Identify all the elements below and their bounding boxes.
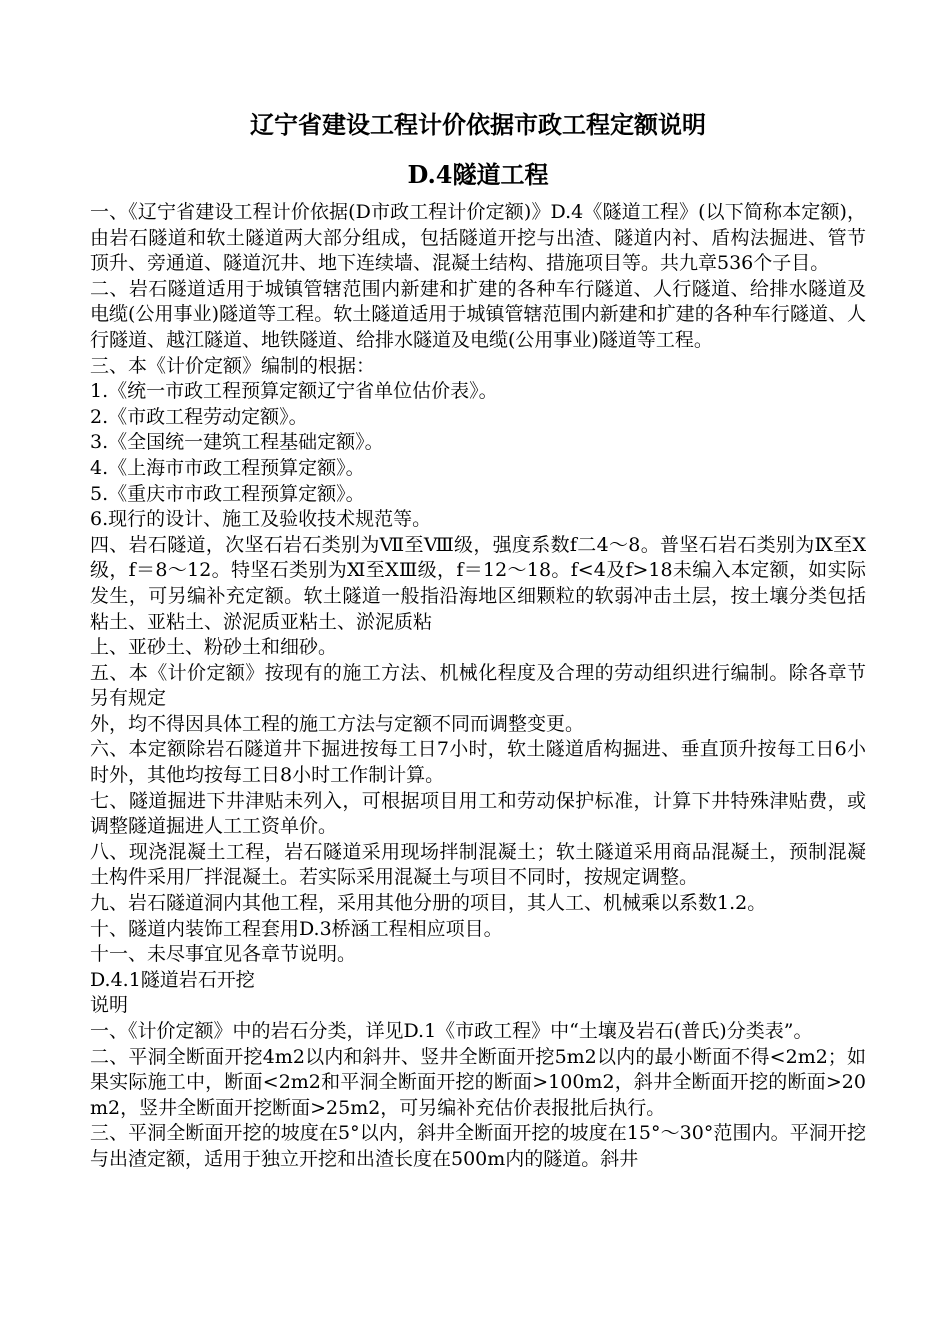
paragraph: 6.现行的设计、施工及验收技术规范等。 [90, 508, 432, 531]
document-body [90, 200, 866, 1173]
paragraph: 一、《计价定额》中的岩石分类，详见D.1《市政工程》中“土壤及岩石(普氏)分类表”。 [90, 1020, 813, 1042]
paragraph: 五、本《计价定额》按现有的施工方法、机械化程度及合理的劳动组织进行编制。除各章节另有规定 [90, 661, 866, 710]
paragraph: 十一、未尽事宜见各章节说明。 [90, 943, 357, 966]
paragraph: 七、隧道掘进下井津贴未列入，可根据项目用工和劳动保护标准，计算下井特殊津贴费，或调整隧道掘进人工工资单价。 [90, 789, 866, 838]
paragraph: 十、隧道内装饰工程套用D.3桥涵工程相应项目。 [90, 917, 503, 940]
subsection-heading: D.4.1隧道岩石开挖 [90, 968, 255, 991]
paragraph: 八、现浇混凝土工程，岩石隧道采用现场拌制混凝土；软土隧道采用商品混凝土，预制混凝土构件采用厂拌混凝土。若实际采用混凝土与项目不同时，按规定调整。 [90, 840, 866, 889]
paragraph: 三、本《计价定额》编制的根据： [90, 354, 376, 377]
subsection-label: 说明 [90, 994, 129, 1017]
paragraph: 九、岩石隧道洞内其他工程，采用其他分册的项目，其人工、机械乘以系数1.2。 [90, 892, 767, 915]
paragraph: 二、岩石隧道适用于城镇管辖范围内新建和扩建的各种车行隧道、人行隧道、给排水隧道及电缆(公用事业)隧道等工程。软土隧道适用于城镇管辖范围内新建和扩建的各种车行隧道、人行隧道、越江隧道、地铁隧道、给排水隧道及电缆(公用事业)隧道等工程。 [90, 277, 866, 351]
paragraph: 上、亚砂土、粉砂土和细砂。 [90, 636, 338, 659]
paragraph: 四、岩石隧道，次坚石岩石类别为Ⅶ至Ⅷ级，强度系数f二4～8。普坚石岩石类别为Ⅸ至Ⅹ级，f＝8～12。特坚石类别为Ⅺ至ⅩⅢ级，f＝12～18。f<4及f>18未编入本定额，如实际发生，可另编补充定额。软土隧道一般指沿海地区细颗粒的软弱冲击土层，按土壤分类包括粘土、亚粘土、淤泥质亚粘土、淤泥质粘 [90, 533, 866, 633]
section-title: D.4隧道工程 [407, 160, 549, 189]
paragraph: 一、《辽宁省建设工程计价依据(D市政工程计价定额)》D.4《隧道工程》(以下简称本定额)，由岩石隧道和软土隧道两大部分组成，包括隧道开挖与出渣、隧道内衬、盾构法掘进、管节顶升、旁通道、隧道沉井、地下连续墙、混凝土结构、措施项目等。共九章536个子目。 [90, 201, 866, 275]
paragraph: 六、本定额除岩石隧道井下掘进按每工日7小时，软土隧道盾构掘进、垂直顶升按每工日6小时外，其他均按每工日8小时工作制计算。 [90, 738, 866, 787]
paragraph: 3.《全国统一建筑工程基础定额》。 [90, 431, 384, 454]
paragraph: 二、平洞全断面开挖4m2以内和斜井、竖井全断面开挖5m2以内的最小断面不得<2m2；如果实际施工中，断面<2m2和平洞全断面开挖的断面>100m2，斜井全断面开挖的断面>20m2，竖井全断面开挖断面>25m2，可另编补充估价表报批后执行。 [90, 1045, 866, 1119]
paragraph: 5.《重庆市市政工程预算定额》。 [90, 482, 365, 505]
document-title: 辽宁省建设工程计价依据市政工程定额说明 [250, 110, 706, 139]
paragraph: 1.《统一市政工程预算定额辽宁省单位估价表》。 [90, 380, 498, 403]
paragraph: 三、平洞全断面开挖的坡度在5°以内，斜井全断面开挖的坡度在15°～30°范围内。平洞开挖与出渣定额，适用于独立开挖和出渣长度在500m内的隧道。斜井 [90, 1122, 866, 1170]
paragraph: 4.《上海市市政工程预算定额》。 [90, 456, 365, 479]
paragraph: 外，均不得因具体工程的施工方法与定额不同而调整变更。 [90, 712, 585, 735]
paragraph: 2.《市政工程劳动定额》。 [90, 405, 308, 428]
